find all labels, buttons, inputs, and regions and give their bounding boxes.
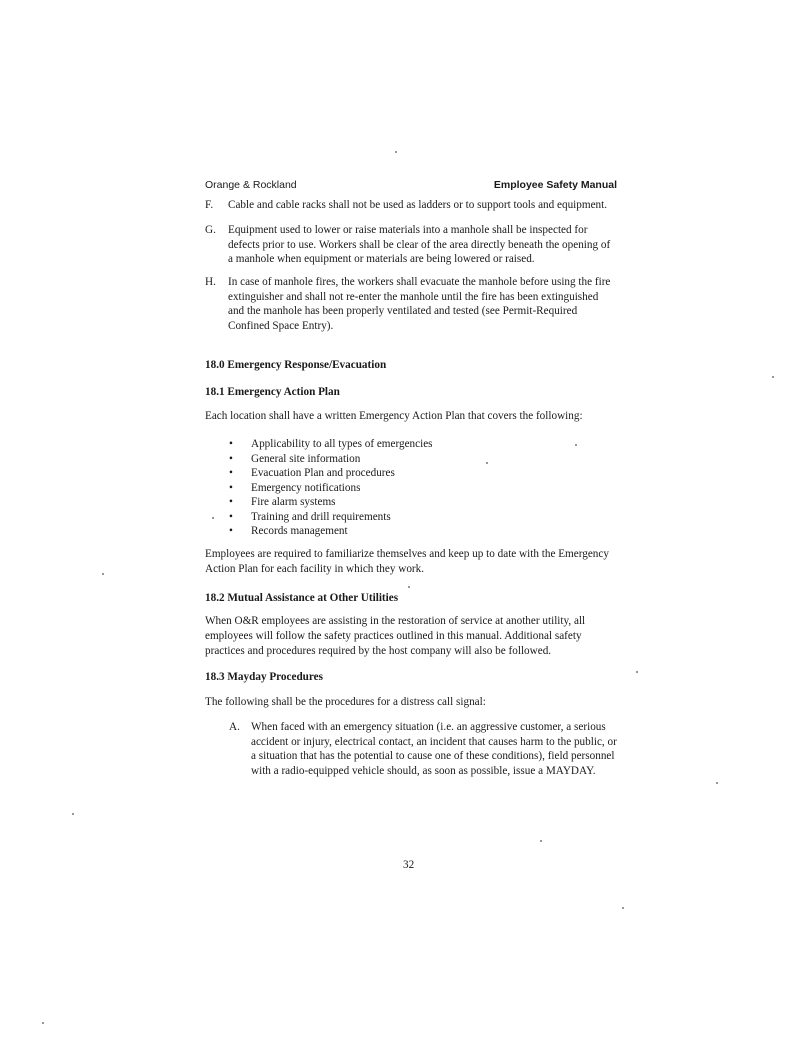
scan-speck	[716, 782, 718, 784]
scan-speck	[622, 907, 624, 909]
scan-speck	[212, 517, 214, 519]
scan-speck	[102, 573, 104, 575]
item-text: Equipment used to lower or raise materials into a manhole shall be inspected for defects prior to use. Workers shall be clear of the area directly beneath the opening of a manhole when equipment or materials are being lowered or raised.	[228, 224, 611, 265]
paragraph-mayday-intro: The following shall be the procedures for a distress call signal:	[205, 696, 486, 708]
list-item	[229, 466, 433, 481]
bullet-icon: •	[229, 496, 233, 508]
scan-speck	[540, 840, 542, 842]
bullet-icon: •	[229, 452, 233, 465]
bullet-text: Evacuation Plan and procedures	[251, 467, 395, 479]
item-letter: F.	[205, 199, 214, 211]
list-item	[229, 495, 433, 510]
page-header	[205, 179, 617, 195]
heading-18-3: 18.3 Mayday Procedures	[205, 671, 323, 683]
page-number: 32	[403, 859, 415, 871]
paragraph-mutual-assistance: When O&R employees are assisting in the restoration of service at another utility, all employees will follow the safety practices outlined in this manual. Additional safety practices and procedures required by the host company will also be followed.	[205, 615, 586, 657]
bullet-text: Records management	[251, 525, 348, 537]
list-item	[229, 524, 433, 539]
bullet-text: Training and drill requirements	[251, 510, 391, 523]
list-item-h	[205, 275, 615, 333]
paragraph-eap-intro: Each location shall have a written Emergency Action Plan that covers the following:	[205, 410, 583, 422]
scan-speck	[636, 671, 638, 673]
scan-speck	[486, 462, 488, 464]
scan-speck	[408, 586, 410, 588]
heading-18-0: 18.0 Emergency Response/Evacuation	[205, 359, 387, 371]
scan-speck	[575, 444, 577, 446]
list-item	[229, 452, 433, 467]
item-letter: G.	[205, 224, 216, 236]
bullet-text: Applicability to all types of emergencies	[251, 438, 433, 450]
item-text: When faced with an emergency situation (i.e. an aggressive customer, a serious accident or injury, electrical contact, an incident that causes harm to the public, or a situation that has the potential to cause one of these conditions), field personnel with a radio-equipped vehicle should, as soon as possible, issue a MAYDAY.	[251, 721, 617, 777]
item-letter: A.	[229, 721, 240, 733]
scan-speck	[395, 151, 397, 153]
list-item	[229, 510, 433, 525]
bullet-text: General site information	[251, 452, 361, 465]
scan-speck	[42, 1022, 44, 1024]
header-company: Orange & Rockland	[205, 179, 297, 191]
list-item-a	[229, 720, 621, 778]
scan-speck	[772, 376, 774, 378]
bullet-text: Emergency notifications	[251, 481, 361, 494]
bullet-icon: •	[229, 467, 233, 479]
header-manual-title: Employee Safety Manual	[493, 179, 617, 191]
bullet-icon: •	[229, 481, 233, 494]
list-item-f	[205, 198, 615, 213]
item-text: In case of manhole fires, the workers shall evacuate the manhole before using the fire extinguisher and shall not re-enter the manhole until the fire has been extinguished and the manhole has been properly ventilated and tested (see Permit-Required Confined Space Entry).	[228, 276, 611, 332]
heading-18-2: 18.2 Mutual Assistance at Other Utilities	[205, 592, 399, 604]
bullet-icon: •	[229, 438, 233, 450]
eap-bullet-list	[229, 437, 433, 539]
scan-speck	[72, 813, 74, 815]
item-letter: H.	[205, 276, 216, 288]
bullet-text: Fire alarm systems	[251, 496, 336, 508]
list-item	[229, 481, 433, 496]
heading-18-1: 18.1 Emergency Action Plan	[205, 386, 340, 398]
item-text: Cable and cable racks shall not be used as ladders or to support tools and equipment.	[228, 199, 608, 211]
bullet-icon: •	[229, 525, 233, 537]
bullet-icon: •	[229, 510, 233, 523]
list-item	[229, 437, 433, 452]
list-item-g	[205, 223, 615, 267]
paragraph-eap-closing: Employees are required to familiarize themselves and keep up to date with the Emergency Action Plan for each facility in which they work.	[205, 548, 609, 575]
